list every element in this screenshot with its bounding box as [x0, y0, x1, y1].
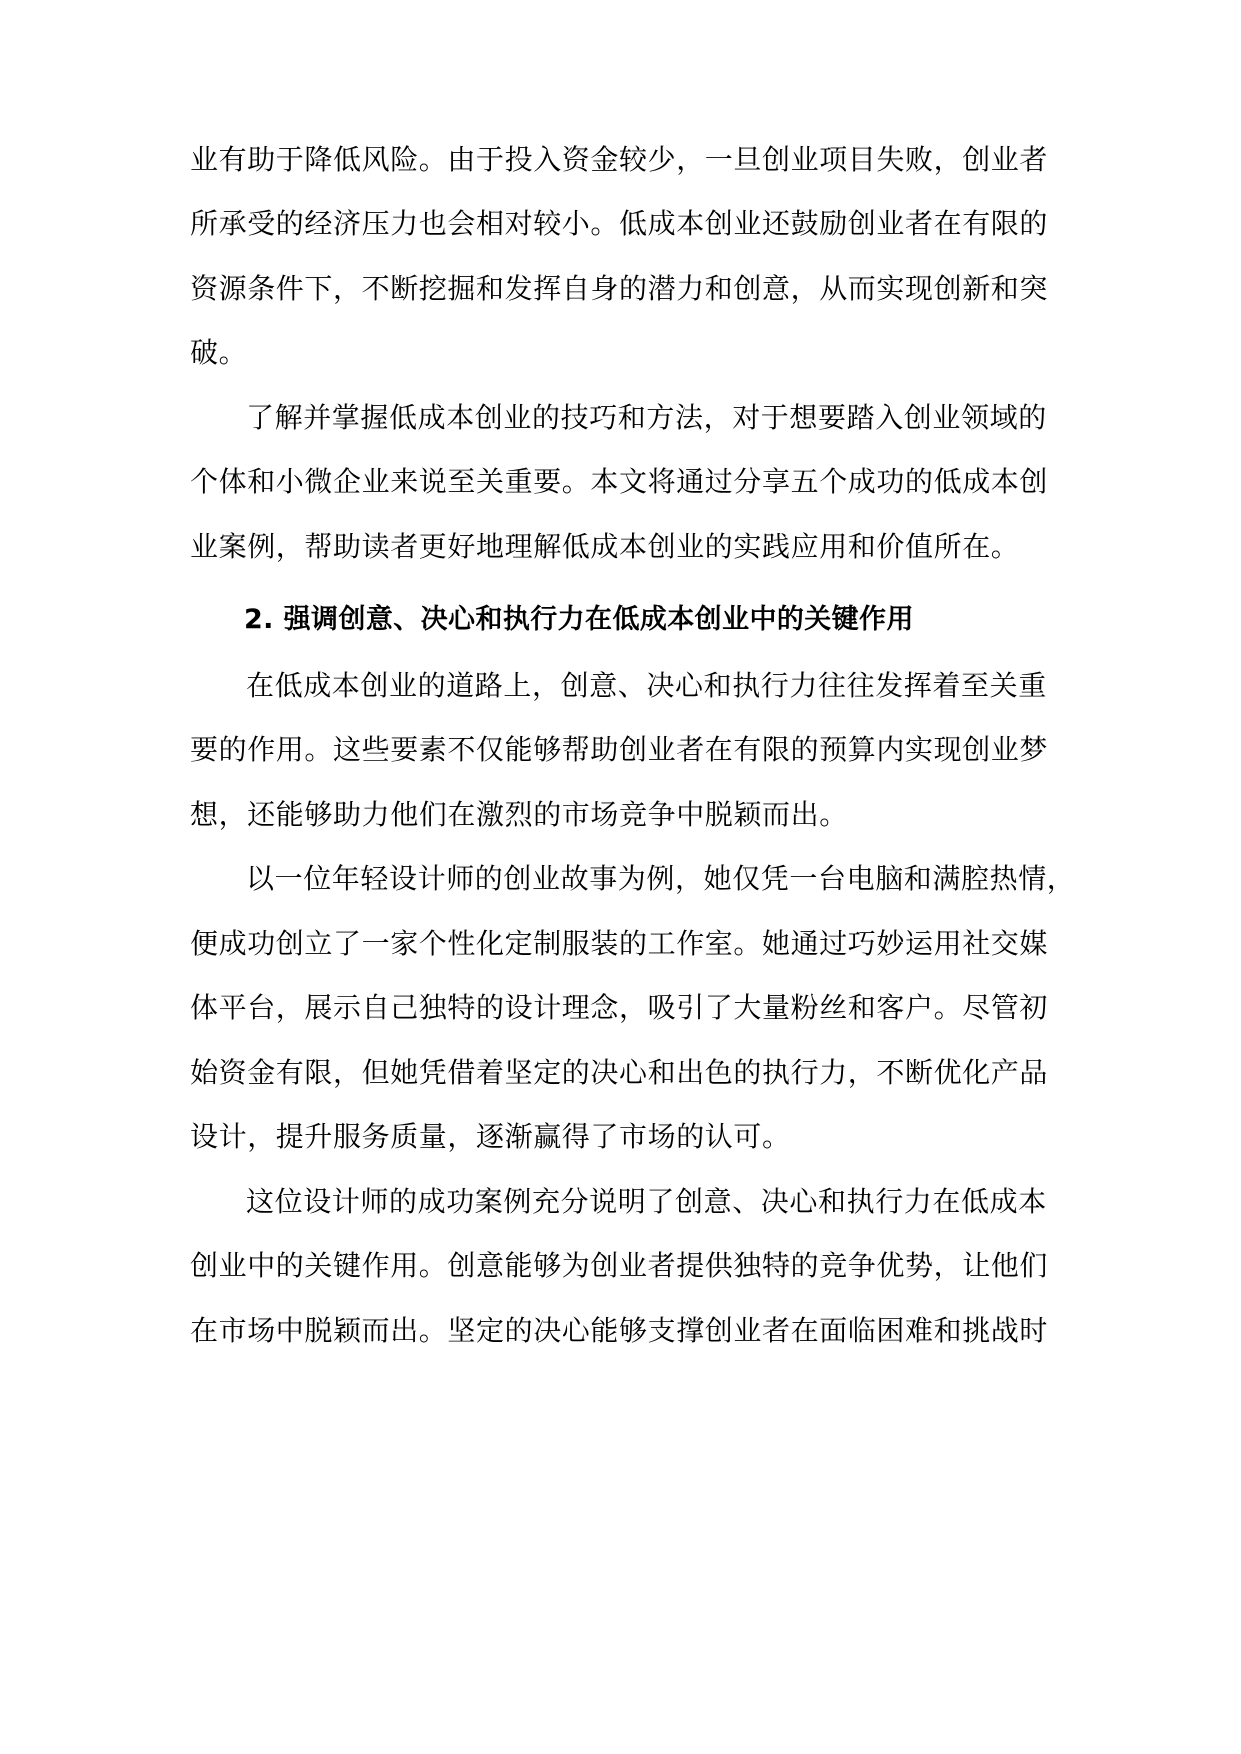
text-line: 要的作用。这些要素不仅能够帮助创业者在有限的预算内实现创业梦	[190, 733, 1049, 766]
text-line: 所承受的经济压力也会相对较小。低成本创业还鼓励创业者在有限的	[190, 207, 1049, 240]
text-line: 业案例，帮助读者更好地理解低成本创业的实践应用和价值所在。	[190, 530, 1020, 563]
text-line: 体平台，展示自己独特的设计理念，吸引了大量粉丝和客户。尽管初	[190, 991, 1049, 1024]
text-line: 业有助于降低风险。由于投入资金较少，一旦创业项目失败，创业者	[190, 143, 1049, 176]
section-heading: 2. 强调创意、决心和执行力在低成本创业中的关键作用	[244, 604, 914, 635]
text-line: 在市场中脱颖而出。坚定的决心能够支撑创业者在面临困难和挑战时	[190, 1314, 1049, 1347]
text-line: 破。	[190, 336, 248, 369]
text-line: 始资金有限，但她凭借着坚定的决心和出色的执行力，不断优化产品	[190, 1056, 1049, 1089]
text-line: 资源条件下，不断挖掘和发挥自身的潜力和创意，从而实现创新和突	[190, 272, 1049, 305]
text-line: 设计，提升服务质量，逐渐赢得了市场的认可。	[190, 1120, 791, 1153]
text-line: 这位设计师的成功案例充分说明了创意、决心和执行力在低成本	[246, 1185, 1047, 1218]
text-line: 在低成本创业的道路上，创意、决心和执行力往往发挥着至关重	[246, 669, 1047, 702]
text-line: 便成功创立了一家个性化定制服装的工作室。她通过巧妙运用社交媒	[190, 927, 1049, 960]
text-line: 以一位年轻设计师的创业故事为例，她仅凭一台电脑和满腔热情，	[246, 862, 1076, 895]
text-line: 创业中的关键作用。创意能够为创业者提供独特的竞争优势，让他们	[190, 1249, 1049, 1282]
text-line: 了解并掌握低成本创业的技巧和方法，对于想要踏入创业领域的	[246, 401, 1047, 434]
text-line: 个体和小微企业来说至关重要。本文将通过分享五个成功的低成本创	[190, 465, 1049, 498]
text-line: 想，还能够助力他们在激烈的市场竞争中脱颖而出。	[190, 798, 848, 831]
